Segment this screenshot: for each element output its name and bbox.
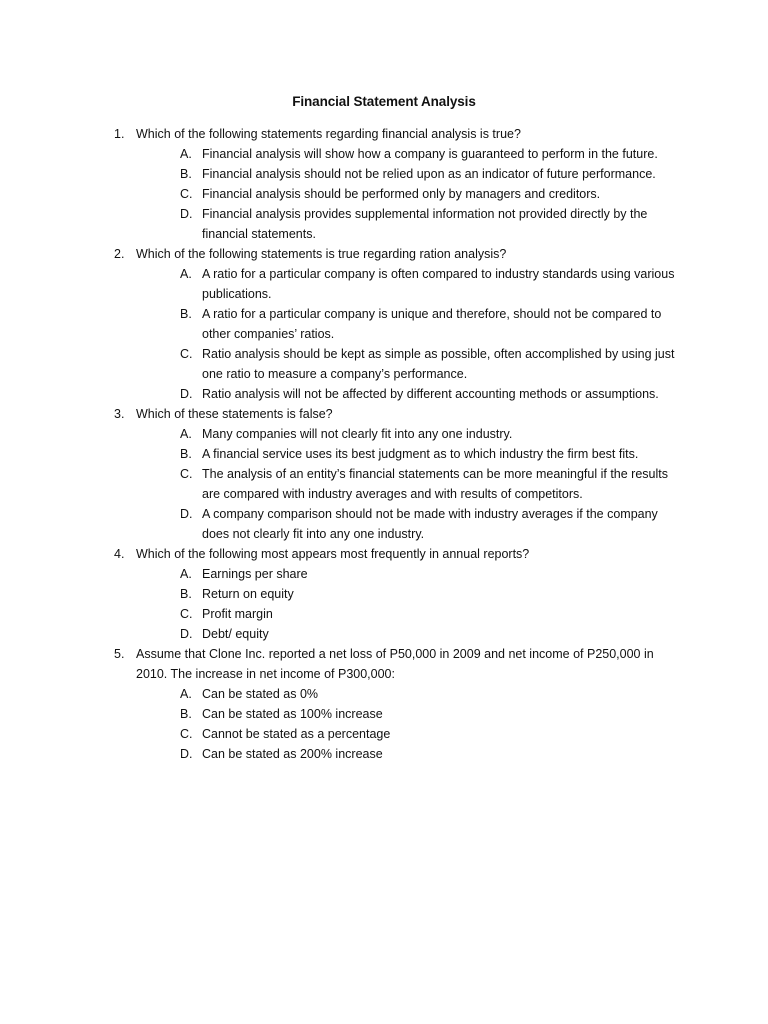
question-2 bbox=[114, 244, 684, 404]
option-b bbox=[136, 444, 684, 464]
question-list bbox=[114, 124, 684, 764]
option-letter: C. bbox=[180, 607, 193, 621]
question-number: 3. bbox=[114, 407, 125, 421]
option-text: A ratio for a particular company is unique and therefore, should not be compared to other companies’ ratios. bbox=[202, 307, 662, 341]
question-4 bbox=[114, 544, 684, 644]
question-text: Which of these statements is false? bbox=[136, 407, 333, 421]
option-letter: A. bbox=[180, 687, 192, 701]
option-d bbox=[136, 384, 684, 404]
option-c bbox=[136, 724, 684, 744]
option-text: Earnings per share bbox=[202, 567, 308, 581]
option-c bbox=[136, 344, 684, 384]
option-letter: B. bbox=[180, 167, 192, 181]
option-b bbox=[136, 304, 684, 344]
option-list bbox=[136, 264, 684, 404]
option-a bbox=[136, 264, 684, 304]
page-title: Financial Statement Analysis bbox=[292, 94, 476, 109]
option-d bbox=[136, 624, 684, 644]
question-text: Assume that Clone Inc. reported a net loss of P50,000 in 2009 and net income of P250,000 in 2010. The increase in net income of P300,000: bbox=[136, 647, 654, 681]
option-letter: B. bbox=[180, 307, 192, 321]
option-a bbox=[136, 144, 684, 164]
option-list bbox=[136, 144, 684, 244]
option-text: Financial analysis provides supplemental information not provided directly by the financial statements. bbox=[202, 207, 648, 241]
option-text: Financial analysis should not be relied upon as an indicator of future performance. bbox=[202, 167, 656, 181]
option-letter: C. bbox=[180, 187, 193, 201]
option-text: Cannot be stated as a percentage bbox=[202, 727, 391, 741]
option-text: Debt/ equity bbox=[202, 627, 269, 641]
option-text: Can be stated as 200% increase bbox=[202, 747, 383, 761]
option-a bbox=[136, 424, 684, 444]
option-a bbox=[136, 684, 684, 704]
option-d bbox=[136, 744, 684, 764]
option-b bbox=[136, 704, 684, 724]
option-text: Ratio analysis will not be affected by different accounting methods or assumptions. bbox=[202, 387, 659, 401]
option-b bbox=[136, 584, 684, 604]
question-3 bbox=[114, 404, 684, 544]
option-text: A company comparison should not be made with industry averages if the company does not clearly fit into any one industry. bbox=[202, 507, 658, 541]
question-number: 5. bbox=[114, 647, 125, 661]
option-letter: C. bbox=[180, 467, 193, 481]
option-letter: D. bbox=[180, 387, 193, 401]
question-number: 2. bbox=[114, 247, 125, 261]
option-list bbox=[136, 684, 684, 764]
option-letter: B. bbox=[180, 587, 192, 601]
option-c bbox=[136, 464, 684, 504]
option-list bbox=[136, 564, 684, 644]
option-text: Many companies will not clearly fit into any one industry. bbox=[202, 427, 513, 441]
option-letter: D. bbox=[180, 747, 193, 761]
option-text: The analysis of an entity’s financial statements can be more meaningful if the results are compared with industry averages and with results of competitors. bbox=[202, 467, 668, 501]
option-d bbox=[136, 204, 684, 244]
option-text: A financial service uses its best judgment as to which industry the firm best fits. bbox=[202, 447, 639, 461]
option-letter: D. bbox=[180, 207, 193, 221]
option-text: A ratio for a particular company is often compared to industry standards using various publications. bbox=[202, 267, 675, 301]
option-letter: A. bbox=[180, 147, 192, 161]
question-5 bbox=[114, 644, 684, 764]
question-number: 1. bbox=[114, 127, 125, 141]
option-letter: A. bbox=[180, 267, 192, 281]
option-text: Financial analysis should be performed only by managers and creditors. bbox=[202, 187, 601, 201]
option-letter: C. bbox=[180, 347, 193, 361]
option-text: Financial analysis will show how a company is guaranteed to perform in the future. bbox=[202, 147, 658, 161]
option-letter: A. bbox=[180, 427, 192, 441]
option-letter: A. bbox=[180, 567, 192, 581]
question-1 bbox=[114, 124, 684, 244]
question-text: Which of the following statements is true regarding ration analysis? bbox=[136, 247, 507, 261]
option-text: Profit margin bbox=[202, 607, 273, 621]
option-letter: B. bbox=[180, 707, 192, 721]
option-letter: C. bbox=[180, 727, 193, 741]
option-list bbox=[136, 424, 684, 544]
option-letter: B. bbox=[180, 447, 192, 461]
question-text: Which of the following most appears most frequently in annual reports? bbox=[136, 547, 530, 561]
option-a bbox=[136, 564, 684, 584]
question-text: Which of the following statements regarding financial analysis is true? bbox=[136, 127, 521, 141]
question-number: 4. bbox=[114, 547, 125, 561]
option-d bbox=[136, 504, 684, 544]
option-c bbox=[136, 604, 684, 624]
option-text: Can be stated as 100% increase bbox=[202, 707, 383, 721]
option-c bbox=[136, 184, 684, 204]
option-letter: D. bbox=[180, 627, 193, 641]
option-text: Can be stated as 0% bbox=[202, 687, 319, 701]
option-text: Ratio analysis should be kept as simple as possible, often accomplished by using just one ratio to measure a company’s performance. bbox=[202, 347, 675, 381]
option-text: Return on equity bbox=[202, 587, 294, 601]
option-letter: D. bbox=[180, 507, 193, 521]
option-b bbox=[136, 164, 684, 184]
